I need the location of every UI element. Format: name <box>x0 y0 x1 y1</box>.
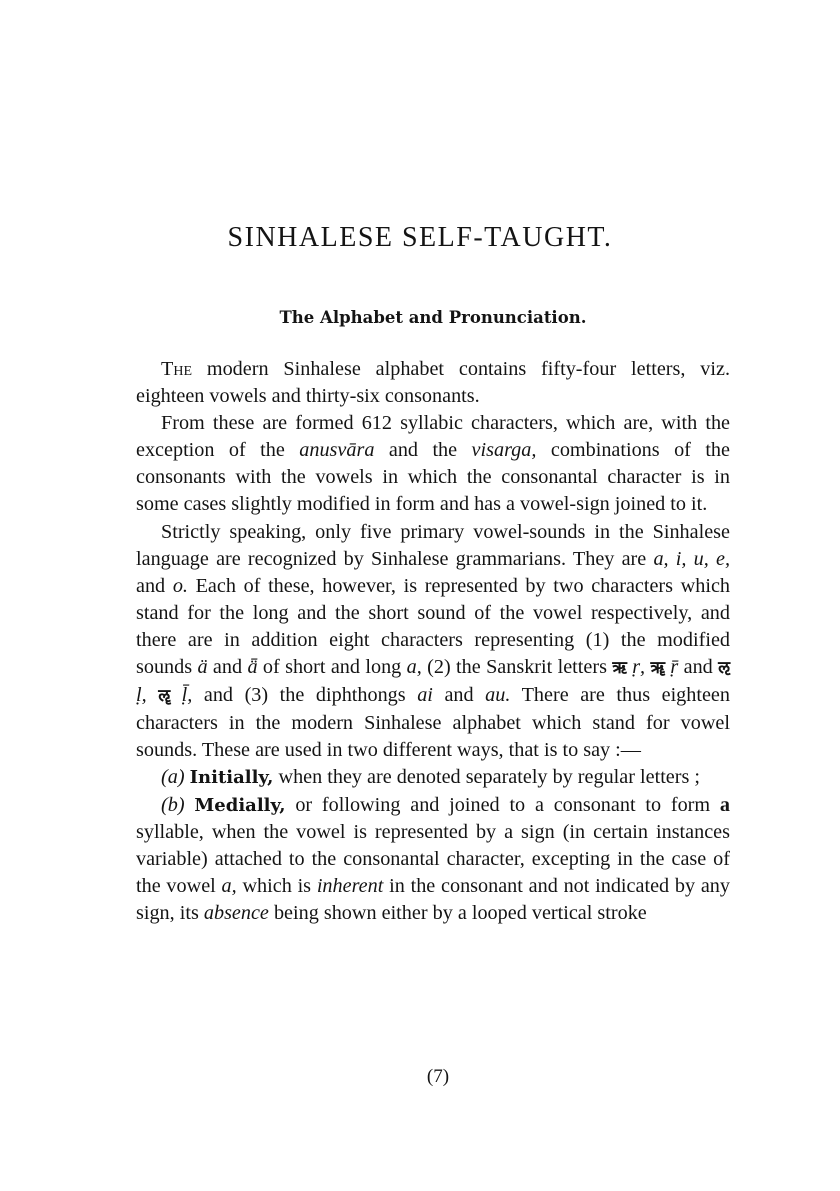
term-medially: Medially, <box>194 794 286 816</box>
term-inherent: inherent <box>316 874 384 897</box>
bold-article-a: a <box>719 793 731 816</box>
paragraph-text: and <box>207 656 248 679</box>
paragraph-text: From these are formed 612 syllabic characters, which are, with the exception of the <box>136 412 730 462</box>
paragraph-text: or following and joined to a consonant to form <box>285 793 720 816</box>
paragraph-text: syllable, when the vowel is represented by a sign (in certain instances variable) attached to the consonantal character, excepting in the case of the vowel <box>136 820 730 897</box>
page-number: (7) <box>426 1066 450 1087</box>
paragraph-text: and the <box>374 439 472 462</box>
paragraph-text: and <box>678 656 719 679</box>
paragraph-text: of short and long <box>257 656 407 679</box>
book-title: SINHALESE SELF-TAUGHT. <box>227 222 613 253</box>
vowel-e: e, <box>715 547 730 570</box>
lead-word: The <box>161 358 192 380</box>
devanagari-letter-l: ऌ <box>718 658 731 679</box>
paragraph-text: which is <box>236 874 317 897</box>
space <box>147 684 159 706</box>
devanagari-letter-rr: ॠ <box>650 658 665 679</box>
vowel-u: u, <box>693 547 709 570</box>
translit-l: ḷ, <box>136 684 147 707</box>
paragraph-syllabic-characters <box>136 410 730 518</box>
vowel-o: o. <box>172 574 188 597</box>
item-label-a: (a) <box>161 766 185 789</box>
term-initially: Initially, <box>189 767 274 789</box>
paragraph-text: and <box>432 684 486 707</box>
paragraph-text: Strictly speaking, only five primary vowel-sounds in the Sinhalese language are recognized by Sinhalese grammarians. They are <box>136 520 730 570</box>
vowel-short-ae: ä <box>197 656 208 679</box>
term-absence: absence <box>203 901 269 924</box>
paragraph-text: Each of these, however, is represented by two characters which stand for the long and the short sound of the vowel respectively, and there are in addition eight characters representing (1) the modified sounds <box>136 574 730 679</box>
paragraph-vowel-sounds <box>136 519 730 765</box>
translit-ll: ḹ, <box>181 684 193 707</box>
section-heading: The Alphabet and Pronunciation. <box>279 308 587 327</box>
space <box>709 548 716 570</box>
paragraph-text: (2) the Sanskrit letters <box>421 656 613 679</box>
vowel-a-ref: a, <box>406 656 422 679</box>
paragraph-text: modern Sinhalese alphabet contains fifty-four letters, viz. eighteen vowels and thirty-six consonants. <box>136 358 730 408</box>
devanagari-letter-r: ऋ <box>612 658 627 679</box>
space <box>170 684 182 706</box>
diphthong-ai: ai <box>417 684 433 707</box>
diphthong-au: au. <box>485 684 511 707</box>
paragraph-text: combinations of the consonants with the vowels in which the consonantal character is in some cases slightly modified in form and has a vowel-sign joined to it. <box>136 439 730 516</box>
term-visarga: visarga, <box>471 439 537 462</box>
paragraph-initially <box>136 764 730 791</box>
vowel-long-ae: ǟ <box>247 656 258 679</box>
vowel-a: a, <box>653 547 669 570</box>
paragraph-text: and (3) the diphthongs <box>192 684 418 707</box>
paragraph-text: in the consonant and not indicated by any sign, its <box>136 874 730 924</box>
vowel-i: i, <box>675 547 687 570</box>
devanagari-letter-ll: ॡ <box>158 686 171 707</box>
vowel-a-ref: a, <box>221 874 237 897</box>
paragraph-text: There are thus eighteen characters in the modern Sinhalese alphabet which stand for vowel sounds. These are used in two different ways, that is to say :— <box>136 684 730 762</box>
paragraph-text: being shown either by a looped vertical stroke <box>268 901 647 924</box>
translit-r: ṛ, <box>632 656 646 679</box>
paragraph-text: and <box>136 574 173 597</box>
space <box>185 794 195 816</box>
paragraph-medially <box>136 792 730 927</box>
term-anusvara: anusvāra <box>299 439 375 462</box>
item-label-b: (b) <box>161 793 185 816</box>
translit-rr: ṝ <box>670 656 679 679</box>
body-text <box>136 356 730 927</box>
paragraph-alphabet-count <box>136 356 730 410</box>
space <box>669 548 676 570</box>
paragraph-text: when they are denoted separately by regular letters ; <box>273 766 700 789</box>
space <box>686 548 693 570</box>
